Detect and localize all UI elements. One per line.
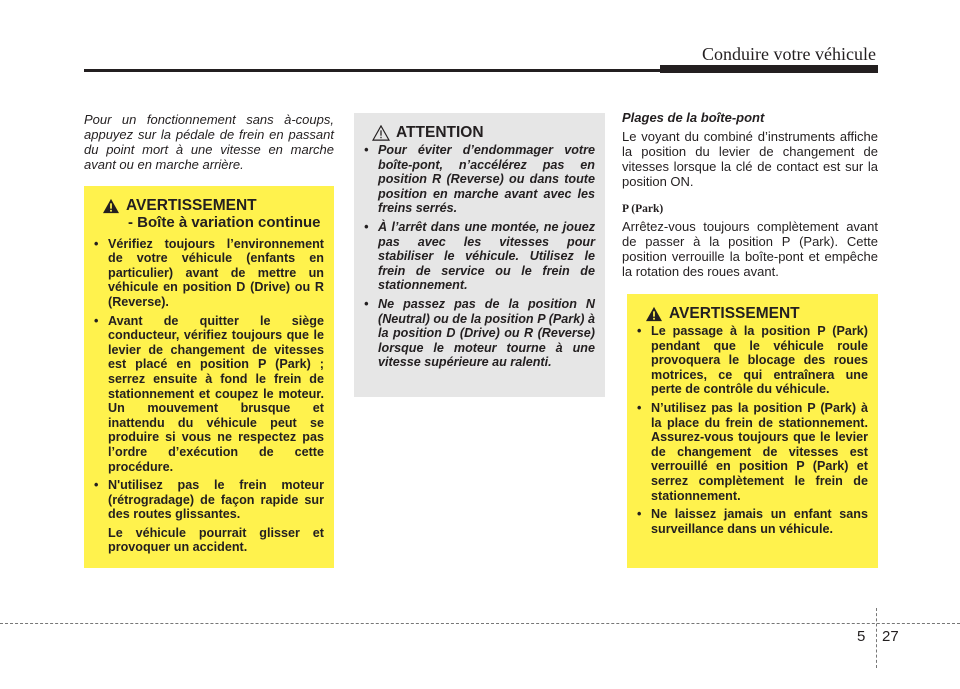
page-header-title: Conduire votre véhicule <box>702 44 876 64</box>
warning-icon <box>102 198 120 214</box>
list-item: • Pour éviter d’endommager votre boîte-pont, n’accélérez pas en position R (Reverse) ou dans toute position en marche avant avec les freins serrés. <box>364 143 595 216</box>
intro-paragraph: Pour un fonctionnement sans à-coups, appuyez sur la pédale de frein en passant du point mort à une vitesse en marche avant ou en marche arrière. <box>84 112 334 172</box>
caution-icon <box>372 125 390 141</box>
warning-title-row <box>94 198 324 214</box>
list-item: • N'utilisez pas le frein moteur (rétrogradage) de façon rapide sur des routes glissantes. <box>94 478 324 522</box>
footer-rule <box>0 623 960 624</box>
list-item: • N’utilisez pas la position P (Park) à la place du frein de stationnement. Assurez-vous toujours que le levier de changement de vitesses est verrouillé en position P (Park) et serrez complètement le frein de stationnement. <box>637 401 868 503</box>
warning-title: AVERTISSEMENT <box>126 196 257 214</box>
section-paragraph: Le voyant du combiné d’instruments affiche la position du levier de changement de vitesses lorsque la clé de contact est sur la position ON. <box>622 129 878 189</box>
park-paragraph: Arrêtez-vous toujours complètement avant de passer à la position P (Park). Cette position verrouille la boîte-pont et empêche la rotation des roues avant. <box>622 219 878 279</box>
attention-title-row <box>364 125 595 141</box>
right-column <box>622 110 878 279</box>
warning-icon <box>645 306 663 322</box>
warning-list <box>94 237 324 522</box>
warning-subtitle: - Boîte à variation continue <box>128 214 321 231</box>
attention-list <box>364 143 595 370</box>
list-item: • Ne laissez jamais un enfant sans surveillance dans un véhicule. <box>637 507 868 536</box>
section-title: Plages de la boîte-pont <box>622 110 765 125</box>
footer-divider <box>876 608 877 668</box>
list-item: • À l’arrêt dans une montée, ne jouez pas avec les vitesses pour stabiliser le véhicule. Utilisez le frein de service ou le frein de stationnement. <box>364 220 595 293</box>
warning-box-left <box>84 186 334 568</box>
list-item: • Ne passez pas de la position N (Neutral) ou de la position P (Park) à la position D (Drive) ou R (Reverse) lorsque le moteur tourne à une vitesse supérieure au ralenti. <box>364 297 595 370</box>
warning-continuation: Le véhicule pourrait glisser et provoquer un accident. <box>108 525 324 555</box>
park-heading: P (Park) <box>622 203 664 215</box>
header-rule-accent <box>660 65 878 73</box>
warning-title-row <box>637 306 868 322</box>
warning-box-right <box>627 294 878 568</box>
attention-box <box>354 113 605 397</box>
list-item: • Le passage à la position P (Park) pendant que le véhicule roule provoquera le blocage des roues motrices, ce qui entraînera une perte de contrôle du véhicule. <box>637 324 868 397</box>
chapter-number: 5 <box>857 628 866 645</box>
list-item: • Vérifiez toujours l’environnement de votre véhicule (enfants en particulier) avant de mettre un véhicule en position D (Drive) ou R (Reverse). <box>94 237 324 310</box>
list-item: • Avant de quitter le siège conducteur, vérifiez toujours que le levier de changement de vitesses est placé en position P (Park) ; serrez ensuite à fond le frein de stationnement et coupez le moteur. Un mouvement brusque et inattendu du véhicule peut se produire si vous ne respectez pas l’ordre d’exécution de cette procédure. <box>94 314 324 475</box>
page-number: 27 <box>882 628 899 645</box>
warning-list <box>637 324 868 536</box>
attention-title: ATTENTION <box>396 123 484 141</box>
warning-title: AVERTISSEMENT <box>669 304 800 322</box>
